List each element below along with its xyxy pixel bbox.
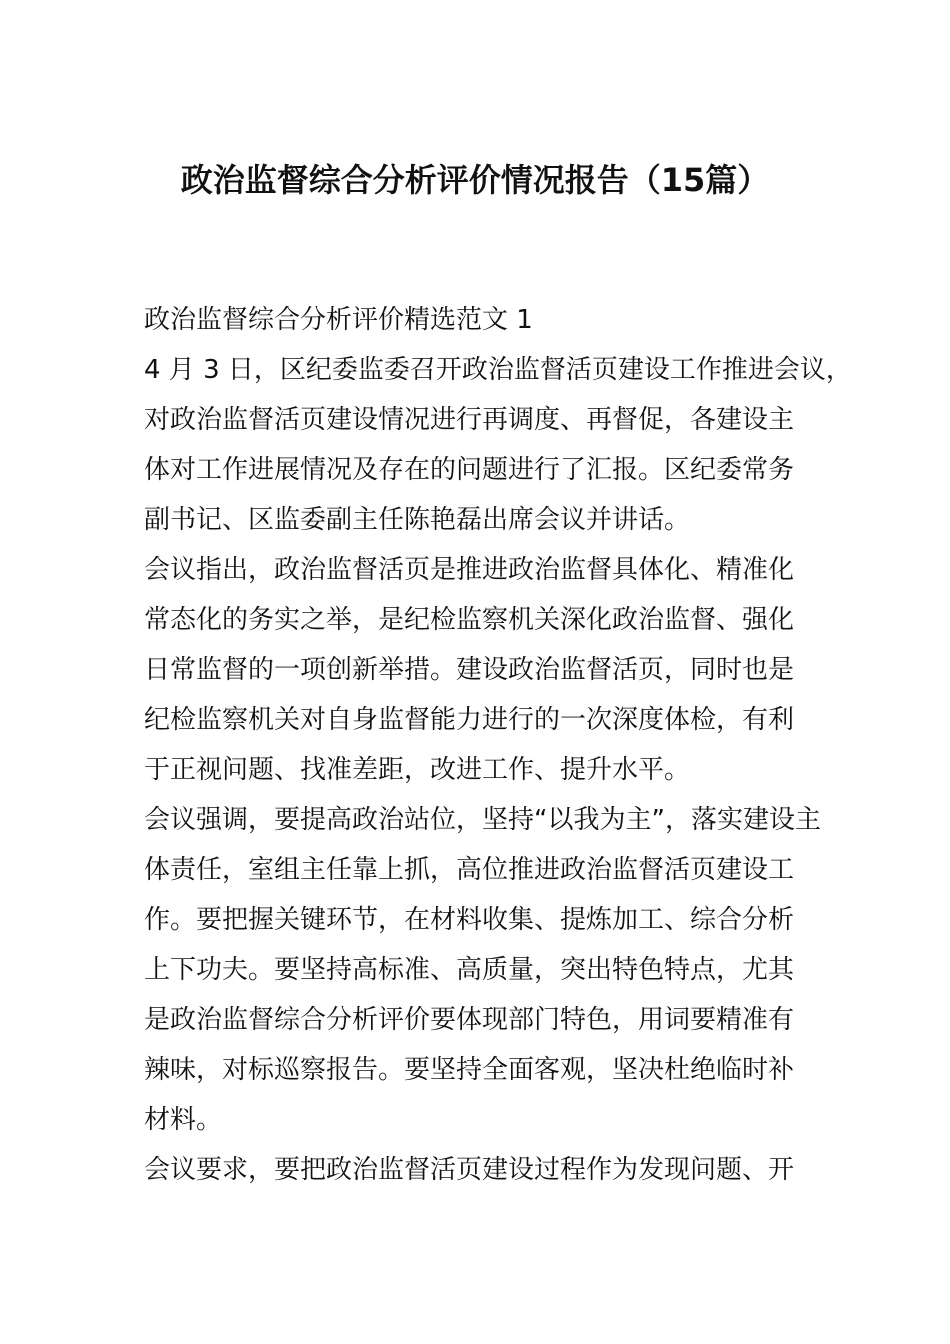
body-line: 体责任，室组主任靠上抓，高位推进政治监督活页建设工 <box>144 855 795 885</box>
body-line: 上下功夫。要坚持高标准、高质量，突出特色特点，尤其 <box>144 955 795 985</box>
body-line: 体对工作进展情况及存在的问题进行了汇报。区纪委常务 <box>144 455 795 485</box>
body-line: 副书记、区监委副主任陈艳磊出席会议并讲话。 <box>144 505 691 535</box>
document-title: 政治监督综合分析评价情况报告（15篇） <box>180 161 770 199</box>
body-line: 常态化的务实之举，是纪检监察机关深化政治监督、强化 <box>144 605 795 635</box>
document-body <box>144 295 852 1195</box>
body-line: 于正视问题、找准差距，改进工作、提升水平。 <box>144 755 691 785</box>
body-line: 4 月 3 日，区纪委监委召开政治监督活页建设工作推进会议， <box>144 355 852 385</box>
body-line: 纪检监察机关对自身监督能力进行的一次深度体检，有利 <box>144 705 795 735</box>
body-line: 作。要把握关键环节，在材料收集、提炼加工、综合分析 <box>144 905 795 935</box>
body-line: 会议强调，要提高政治站位，坚持“以我为主”，落实建设主 <box>144 805 821 835</box>
body-line-subtitle: 政治监督综合分析评价精选范文 1 <box>144 305 533 335</box>
body-line: 对政治监督活页建设情况进行再调度、再督促，各建设主 <box>144 405 795 435</box>
body-line: 辣味，对标巡察报告。要坚持全面客观，坚决杜绝临时补 <box>144 1055 795 1085</box>
body-line: 是政治监督综合分析评价要体现部门特色，用词要精准有 <box>144 1005 795 1035</box>
body-line: 日常监督的一项创新举措。建设政治监督活页，同时也是 <box>144 655 795 685</box>
body-line: 会议指出，政治监督活页是推进政治监督具体化、精准化 <box>144 555 795 585</box>
body-line: 材料。 <box>144 1105 223 1135</box>
body-line: 会议要求，要把政治监督活页建设过程作为发现问题、开 <box>144 1155 795 1185</box>
